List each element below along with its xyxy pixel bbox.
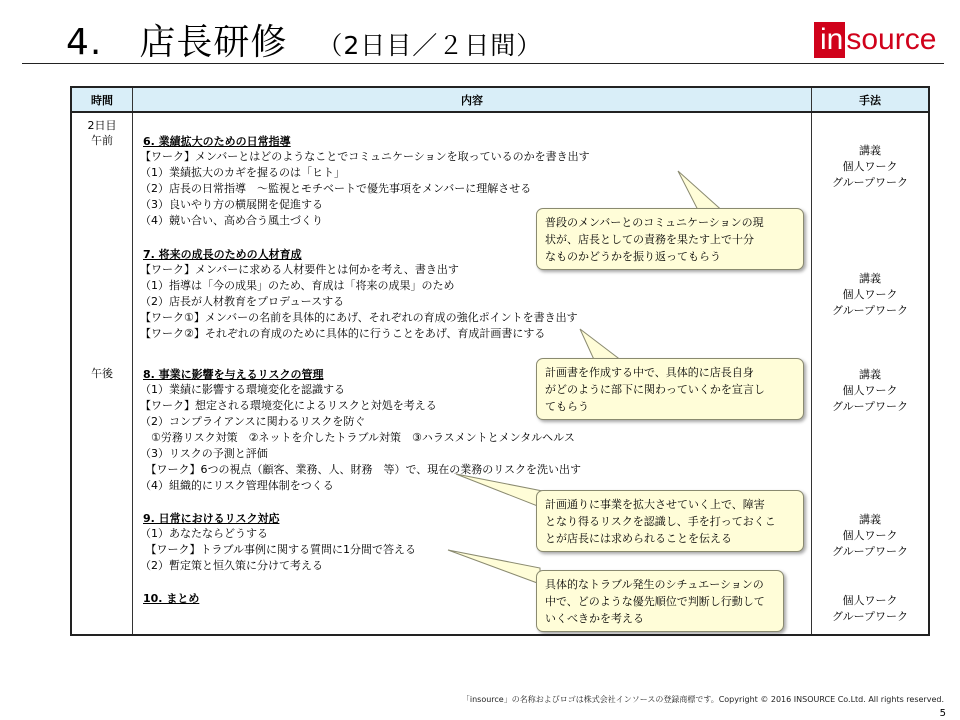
- callout-line: いくべきかを考える: [545, 612, 644, 625]
- callout-bubble: [536, 208, 804, 270]
- section-heading: 10. まとめ: [143, 592, 200, 605]
- title-divider: [22, 63, 944, 64]
- callout-line: 中で、どのような優先順位で判断し行動して: [545, 595, 765, 608]
- time-cell: [71, 112, 133, 635]
- method-item: グループワーク: [831, 176, 909, 189]
- callout-line: てもらう: [545, 400, 589, 413]
- content-line: 【ワーク】想定される環境変化によるリスクと対処を考える: [140, 399, 437, 412]
- insource-logo: [814, 22, 936, 58]
- callout-bubble: [536, 490, 804, 552]
- content-line: （1）業績に影響する環境変化を認識する: [140, 383, 345, 396]
- copyright-footer: 「insource」の名称およびロゴは株式会社インソースの登録商標です。Copyright © 2016 INSOURCE Co.Ltd. All rights reserved.: [461, 695, 944, 704]
- method-item: グループワーク: [831, 304, 909, 317]
- method-item: 個人ワーク: [842, 529, 898, 542]
- method-cell: [812, 112, 930, 635]
- method-item: グループワーク: [831, 400, 909, 413]
- callout-line: 状が、店長としての責務を果たす上で十分: [545, 233, 754, 246]
- method-item: 講義: [859, 272, 881, 285]
- content-line: （1）業績拡大のカギを握るのは「ヒト」: [140, 166, 345, 179]
- header-method: 手法: [812, 87, 930, 112]
- title-main: 4. 店長研修: [66, 22, 288, 63]
- content-line: （1）指導は「今の成果」のため、育成は「将来の成果」のため: [140, 279, 455, 292]
- callout-line: 計画通りに事業を拡大させていく上で、障害: [545, 498, 765, 511]
- callout-line: 普段のメンバーとのコミュニケーションの現: [545, 216, 764, 229]
- header-time: 時間: [71, 87, 133, 112]
- callout-line: 計画書を作成する中で、具体的に店長自身: [545, 366, 754, 379]
- method-item: 個人ワーク: [842, 594, 898, 607]
- content-line: 【ワーク】メンバーとはどのようなことでコミュニケーションを取っているのかを書き出す: [140, 150, 590, 163]
- time-am: 午前: [91, 134, 113, 147]
- callout-line: 具体的なトラブル発生のシチュエーションの: [545, 578, 764, 591]
- content-line: （4）組織的にリスク管理体制をつくる: [140, 479, 334, 492]
- callout-line: がどのように部下に関わっていくかを宣言し: [545, 383, 765, 396]
- content-line: （3）リスクの予測と評価: [140, 447, 268, 460]
- logo-in: in: [814, 22, 845, 58]
- method-item: 個人ワーク: [842, 288, 898, 301]
- content-line: ①労務リスク対策 ②ネットを介したトラブル対策 ③ハラスメントとメンタルヘルス: [140, 431, 575, 444]
- page-title: [66, 14, 542, 65]
- content-line: 【ワーク】6つの視点（顧客、業務、人、財務 等）で、現在の業務のリスクを洗い出す: [140, 463, 582, 476]
- content-line: （2）店長の日常指導 ～監視とモチベートで優先事項をメンバーに理解させる: [140, 182, 532, 195]
- callout-line: なものかどうかを振り返ってもらう: [545, 250, 721, 263]
- method-item: 講義: [859, 513, 881, 526]
- method-item: 講義: [859, 368, 881, 381]
- section-heading: 6. 業績拡大のための日常指導: [143, 135, 291, 148]
- title-sub: （2日目／２日間）: [317, 31, 543, 60]
- callout-line: となり得るリスクを認識し、手を打っておくこ: [545, 515, 776, 528]
- section-heading: 9. 日常におけるリスク対応: [143, 512, 280, 525]
- logo-source: source: [846, 23, 937, 56]
- content-line: 【ワーク】メンバーに求める人材要件とは何かを考え、書き出す: [140, 263, 459, 276]
- callout-bubble: [536, 358, 804, 420]
- content-line: （3）良いやり方の横展開を促進する: [140, 198, 323, 211]
- time-day: 2日目: [87, 119, 117, 132]
- section-heading: 7. 将来の成長のための人材育成: [143, 248, 302, 261]
- page-number: 5: [939, 708, 946, 719]
- header-content: 内容: [133, 87, 812, 112]
- method-item: 個人ワーク: [842, 384, 898, 397]
- callout-line: とが店長には求められることを伝える: [545, 532, 732, 545]
- section-heading: 8. 事業に影響を与えるリスクの管理: [143, 368, 324, 381]
- callout-bubble: [536, 570, 784, 632]
- content-line: （2）コンプライアンスに関わるリスクを防ぐ: [140, 415, 366, 428]
- time-pm: 午後: [91, 367, 113, 380]
- content-line: （1）あなたならどうする: [140, 527, 268, 540]
- callout-tail: [444, 546, 544, 586]
- content-line: （4）競い合い、高め合う風土づくり: [140, 214, 323, 227]
- content-line: 【ワーク】トラブル事例に関する質問に1分間で答える: [140, 543, 417, 556]
- content-line: （2）店長が人材教育をプロデュースする: [140, 295, 345, 308]
- method-item: グループワーク: [831, 545, 909, 558]
- content-line: 【ワーク②】それぞれの育成のために具体的に行うことをあげ、育成計画書にする: [140, 327, 546, 340]
- method-item: 個人ワーク: [842, 160, 898, 173]
- method-item: 講義: [859, 144, 881, 157]
- table-header-row: [71, 87, 929, 112]
- method-item: グループワーク: [831, 610, 909, 623]
- content-line: 【ワーク①】メンバーの名前を具体的にあげ、それぞれの育成の強化ポイントを書き出す: [140, 311, 578, 324]
- content-line: （2）暫定策と恒久策に分けて考える: [140, 559, 323, 572]
